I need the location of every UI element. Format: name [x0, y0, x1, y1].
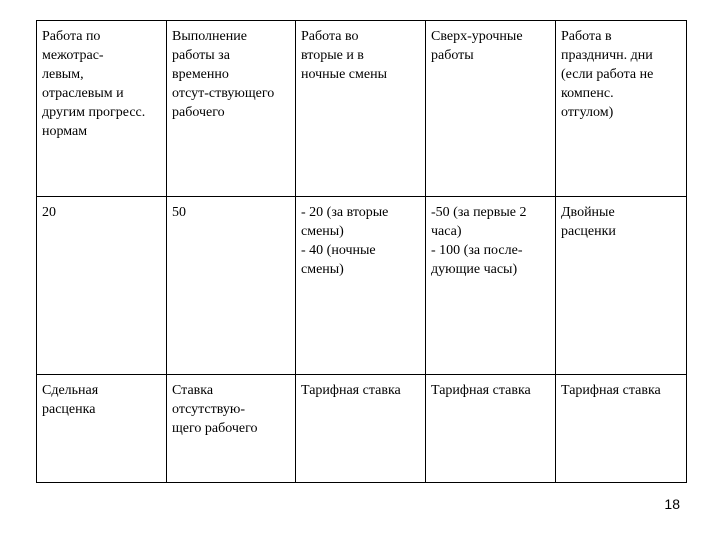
cell-text: Тарифная ставка: [301, 383, 401, 398]
cell-text: Тарифная ставка: [561, 383, 661, 398]
table-cell: [296, 375, 426, 483]
table-cell: [556, 21, 687, 197]
cell-text: 50: [172, 205, 186, 220]
table-cell: [296, 21, 426, 197]
cell-text: Выполнение работы за временно отсут-ствующего рабочего: [172, 29, 275, 120]
table-cell: [426, 21, 556, 197]
table-cell: [426, 197, 556, 375]
cell-text: Ставка отсутствую- щего рабочего: [172, 383, 258, 436]
table-cell: [37, 375, 167, 483]
table-cell: [167, 375, 296, 483]
cell-text: Тарифная ставка: [431, 383, 531, 398]
table-row-percent: [37, 197, 687, 375]
table-cell: [296, 197, 426, 375]
page-number: 18: [664, 496, 680, 512]
table-cell: [556, 197, 687, 375]
table-cell: [556, 375, 687, 483]
cell-text: Работа во вторые и в ночные смены: [301, 29, 387, 82]
table-row-header: [37, 21, 687, 197]
cell-text: Работа по межотрас- левым, отраслевым и другим прогресс. нормам: [42, 29, 146, 139]
table-cell: [167, 21, 296, 197]
cell-text: Сдельная расценка: [42, 383, 99, 417]
table-cell: [167, 197, 296, 375]
cell-text: -50 (за первые 2 часа) - 100 (за после- дующие часы): [431, 205, 527, 277]
table-cell: [426, 375, 556, 483]
cell-text: - 20 (за вторые смены) - 40 (ночные смены): [301, 205, 389, 277]
table-cell: [37, 21, 167, 197]
table-row-base: [37, 375, 687, 483]
surcharge-table: [36, 20, 687, 483]
table-cell: [37, 197, 167, 375]
cell-text: Работа в праздничн. дни (если работа не компенс. отгулом): [561, 29, 654, 120]
cell-text: Двойные расценки: [561, 205, 616, 239]
cell-text: 20: [42, 205, 56, 220]
cell-text: Сверх-урочные работы: [431, 29, 523, 63]
